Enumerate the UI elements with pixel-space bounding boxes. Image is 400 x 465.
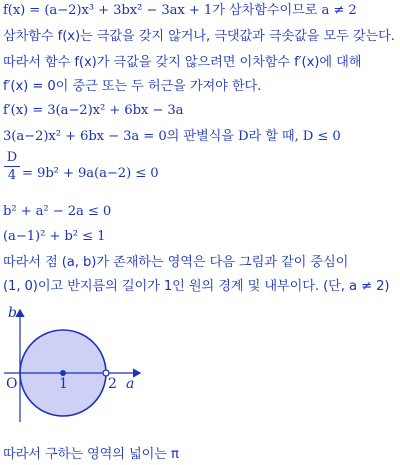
fraction-denominator: 4 xyxy=(7,168,17,183)
y-axis-label: b xyxy=(8,305,17,321)
tick-label-1: 1 xyxy=(59,376,68,392)
text-line-11: (1, 0)이고 반지름의 길이가 1인 원의 경계 및 내부이다. (단, a ≠ 2) xyxy=(3,279,390,294)
text-line-1: f(x) = (a−2)x³ + 3bx² − 3ax + 1가 삼차함수이므로 a ≠ 2 xyxy=(3,3,357,18)
solution-region-graph xyxy=(0,302,150,427)
text-line-7: = 9b² + 9a(a−2) ≤ 0 xyxy=(22,166,159,181)
text-line-5: f′(x) = 3(a−2)x² + 6bx − 3a xyxy=(3,103,184,118)
x-axis-label: a xyxy=(126,376,135,392)
text-line-2: 삼차함수 f(x)는 극값을 갖지 않거나, 극댓값과 극솟값을 모두 갖는다. xyxy=(3,29,395,44)
origin-label: O xyxy=(6,376,18,392)
tick-label-2: 2 xyxy=(108,376,117,392)
text-line-4: f′(x) = 0이 중근 또는 두 허근을 가져야 한다. xyxy=(3,79,262,94)
discriminant-fraction xyxy=(4,150,20,183)
fraction-bar xyxy=(4,166,20,167)
text-line-12: 따라서 구하는 영역의 넓이는 π xyxy=(3,447,179,462)
text-line-10: 따라서 점 (a, b)가 존재하는 영역은 다음 그림과 같이 중심이 xyxy=(3,255,349,270)
fraction-numerator: D xyxy=(6,150,18,165)
text-line-6: 3(a−2)x² + 6bx − 3a = 0의 판별식을 D라 할 때, D ≤ 0 xyxy=(3,129,341,144)
text-line-3: 따라서 함수 f(x)가 극값을 갖지 않으려면 이차함수 f′(x)에 대해 xyxy=(3,55,362,70)
text-line-8: b² + a² − 2a ≤ 0 xyxy=(3,204,112,219)
text-line-9: (a−1)² + b² ≤ 1 xyxy=(3,229,106,244)
